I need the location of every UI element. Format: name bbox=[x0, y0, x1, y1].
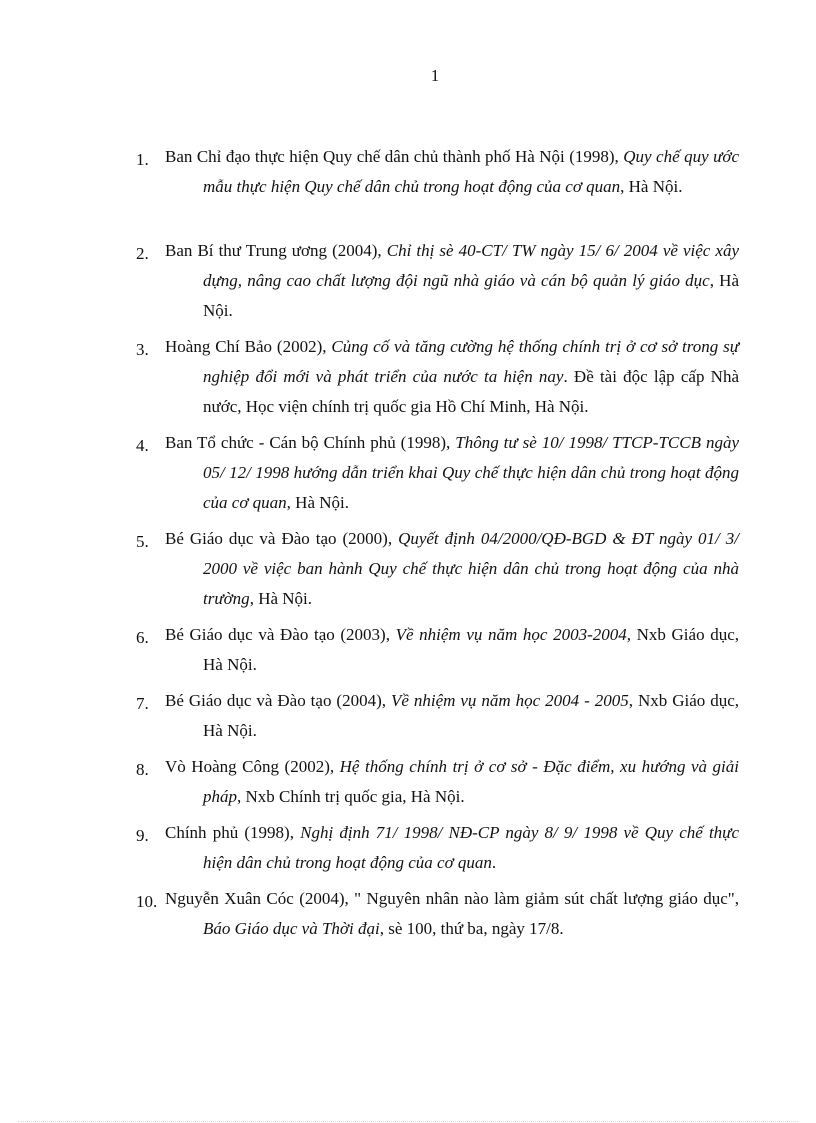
reference-text bbox=[136, 142, 739, 202]
reference-item bbox=[136, 818, 739, 878]
reference-segment: Bé Giáo dục và Đào tạo (2000), bbox=[165, 529, 399, 548]
reference-segment: . Đề tài độc lập cấp Nhà nước, Học viện chính trị quốc gia Hồ Chí Minh, Hà Nội. bbox=[203, 367, 739, 416]
reference-title: Hệ thống chính trị ở cơ sở - Đặc điểm, xu hướng và giải pháp bbox=[203, 757, 740, 806]
reference-title: Nghị định 71/ 1998/ NĐ-CP ngày 8/ 9/ 1998 về Quy chế thực hiện dân chủ trong hoạt động của cơ quan bbox=[203, 823, 739, 872]
reference-segment: , Hà Nội. bbox=[620, 177, 683, 196]
reference-segment: Ban Bí thư Trung ương (2004), bbox=[165, 241, 387, 260]
page-bottom-divider bbox=[18, 1121, 798, 1122]
reference-segment: Bé Giáo dục và Đào tạo (2004), bbox=[165, 691, 391, 710]
reference-item bbox=[136, 142, 739, 202]
reference-number: 10. bbox=[136, 892, 158, 911]
reference-title: Quy chế quy ước mẫu thực hiện Quy chế dân chủ trong hoạt động của cơ quan bbox=[203, 147, 739, 196]
reference-segment: , Hà Nội. bbox=[249, 589, 313, 608]
reference-item bbox=[136, 686, 739, 746]
reference-text bbox=[136, 524, 739, 614]
reference-number: 6. bbox=[136, 628, 149, 647]
reference-segment: . bbox=[491, 853, 497, 872]
reference-segment: Hoàng Chí Bảo (2002), bbox=[165, 337, 332, 356]
reference-number: 2. bbox=[136, 244, 149, 263]
reference-segment: Nxb Giáo dục, Hà Nội. bbox=[203, 625, 740, 674]
reference-number: 4. bbox=[136, 436, 149, 455]
reference-text bbox=[136, 236, 739, 326]
reference-segment: Ban Chỉ đạo thực hiện Quy chế dân chủ thành phố Hà Nội (1998), bbox=[165, 147, 624, 166]
reference-segment: Ban Tổ chức - Cán bộ Chính phủ (1998), bbox=[165, 433, 456, 452]
reference-title: Báo Giáo dục và Thời đại bbox=[203, 919, 380, 938]
reference-title: Về nhiệm vụ năm học 2004 - 2005 bbox=[390, 691, 629, 710]
reference-item bbox=[136, 428, 739, 518]
reference-item bbox=[136, 620, 739, 680]
reference-item bbox=[136, 752, 739, 812]
reference-title: Củng cố và tăng cường hệ thống chính trị ở cơ sở trong sự nghiệp đổi mới và phát triển của nước ta hiện nay bbox=[203, 337, 740, 386]
reference-number: 8. bbox=[136, 760, 149, 779]
reference-title: Quyết định 04/2000/QĐ-BGD & ĐT ngày 01/ 3/ 2000 về việc ban hành Quy chế thực hiện dân chủ trong hoạt động của nhà trường bbox=[203, 529, 739, 608]
reference-item bbox=[136, 524, 739, 614]
page-number: 1 bbox=[430, 66, 440, 85]
reference-text bbox=[136, 752, 739, 812]
reference-segment: Vò Hoàng Công (2002), bbox=[165, 757, 340, 776]
reference-segment: , Hà Nội. bbox=[203, 271, 739, 320]
reference-item bbox=[136, 884, 739, 944]
reference-text bbox=[136, 428, 739, 518]
reference-text bbox=[136, 818, 739, 878]
reference-number: 9. bbox=[136, 826, 149, 845]
reference-title: Chỉ thị sè 40-CT/ TW ngày 15/ 6/ 2004 về việc xây dựng, nâng cao chất lượng đội ngũ nhà giáo và cán bộ quản lý giáo dục bbox=[203, 241, 739, 290]
reference-segment: Bé Giáo dục và Đào tạo (2003), bbox=[165, 625, 396, 644]
reference-number: 7. bbox=[136, 694, 149, 713]
reference-segment: , sè 100, thứ ba, ngày 17/8. bbox=[379, 919, 564, 938]
reference-number: 3. bbox=[136, 340, 149, 359]
reference-segment: , Hà Nội. bbox=[286, 493, 349, 512]
reference-title: Thông tư sè 10/ 1998/ TTCP-TCCB ngày 05/ 12/ 1998 hướng dẫn triển khai Quy chế thực hiện dân chủ trong hoạt động của cơ quan bbox=[203, 433, 739, 512]
reference-title: Về nhiệm vụ năm học 2003-2004, bbox=[395, 625, 631, 644]
reference-segment: Chính phủ (1998), bbox=[165, 823, 301, 842]
reference-text bbox=[136, 620, 739, 680]
reference-number: 5. bbox=[136, 532, 149, 551]
reference-segment: Nguyễn Xuân Cóc (2004), " Nguyên nhân nào làm giảm sút chất lượng giáo dục", bbox=[165, 889, 739, 908]
reference-text bbox=[136, 884, 739, 944]
reference-segment: , Nxb Giáo dục, Hà Nội. bbox=[203, 691, 740, 740]
reference-text bbox=[136, 686, 739, 746]
reference-text bbox=[136, 332, 739, 422]
reference-number: 1. bbox=[136, 150, 149, 169]
reference-item bbox=[136, 236, 739, 326]
reference-segment: , Nxb Chính trị quốc gia, Hà Nội. bbox=[237, 787, 465, 806]
reference-item bbox=[136, 332, 739, 422]
